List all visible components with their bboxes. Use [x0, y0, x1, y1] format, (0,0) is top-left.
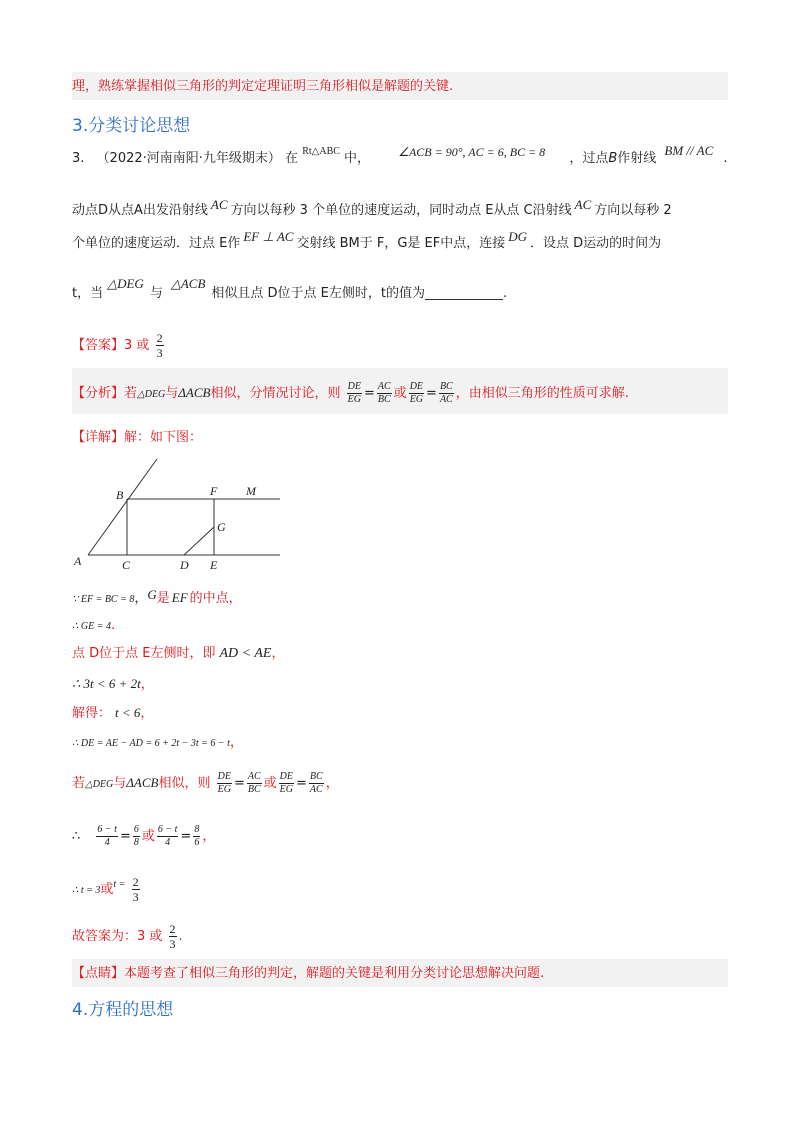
- frac-num: AC: [247, 771, 261, 782]
- detail-text: 解：如下图：: [124, 430, 203, 445]
- frac-num: BC: [309, 771, 323, 782]
- problem-source: （2022·河南南阳·九年级期末）: [96, 151, 281, 166]
- step-1: [72, 588, 242, 610]
- frac-num: DE: [347, 381, 361, 392]
- ray-math: BM // AC: [664, 143, 714, 158]
- geometry-figure: [72, 457, 282, 572]
- step-9-or: 或: [100, 882, 114, 897]
- analysis-or: 或: [393, 386, 407, 401]
- step-7-deg: △DEG: [85, 779, 114, 790]
- frac-den: AC: [309, 784, 323, 795]
- analysis-line: [72, 382, 629, 405]
- step-9-math: ∴ t = 3: [72, 885, 101, 896]
- answer-line: [72, 332, 166, 359]
- step-8-end: ，: [202, 829, 216, 844]
- step-7-frac-2: [247, 772, 262, 795]
- problem-line-1: [72, 143, 728, 170]
- label-c: C: [122, 558, 131, 572]
- step-7-frac-1: [217, 772, 232, 795]
- after-condition: ，过点: [569, 151, 609, 166]
- frac-num: AC: [377, 381, 391, 392]
- answer-blank: ____________: [425, 286, 503, 301]
- step-1-g: G: [147, 587, 157, 602]
- problem-line-4c: 相似且点 D位于点 E左侧时，t的值为: [211, 286, 425, 301]
- equals: =: [180, 829, 192, 844]
- analysis-acb: ΔACB: [178, 385, 211, 400]
- analysis-frac-1: [347, 382, 362, 405]
- equals: =: [119, 829, 131, 844]
- label-g: G: [217, 520, 226, 534]
- step-10-text: 故答案为：3 或: [72, 929, 163, 944]
- comment-text: 本题考查了相似三角形的判定，解题的关键是利用分类讨论思想解决问题.: [124, 966, 545, 981]
- step-5-text: 解得：: [72, 706, 112, 721]
- frac-num: 2: [169, 922, 176, 936]
- line-dg: [184, 527, 214, 555]
- step-9: [72, 876, 142, 903]
- label-m: M: [246, 484, 256, 498]
- step-1-sep: ，: [134, 591, 148, 606]
- analysis-t4: ，由相似三角形的性质可求解.: [455, 386, 629, 401]
- step-7-acb: ΔACB: [126, 775, 159, 790]
- equals: =: [363, 386, 375, 401]
- section-3-heading: 3.分类讨论思想: [72, 116, 191, 136]
- step-1-ef: EF: [171, 590, 188, 605]
- frac-den: EG: [409, 394, 424, 405]
- frac-den: BC: [377, 394, 391, 405]
- frac-den: AC: [439, 394, 453, 405]
- analysis-t2: 与: [165, 386, 179, 401]
- step-5: [72, 703, 153, 724]
- frac-num: 8: [194, 824, 200, 835]
- step-5-math: t < 6: [115, 705, 141, 720]
- point-b: B: [608, 151, 618, 166]
- frac-num: DE: [409, 381, 424, 392]
- label-b: B: [116, 488, 124, 502]
- step-8-frac-4: [193, 825, 200, 848]
- step-2-math: ∴ GE = 4: [72, 621, 111, 632]
- step-8-frac-3: [157, 825, 179, 848]
- dg-math: DG: [508, 229, 528, 244]
- frac-den: EG: [347, 394, 361, 405]
- step-3-math: AD < AE: [219, 646, 272, 661]
- comment-label: 【点睛】: [72, 966, 125, 981]
- frac-num: DE: [279, 771, 294, 782]
- line-ab-ray: [88, 459, 157, 555]
- step-3-end: ，: [271, 646, 285, 661]
- step-9-fraction: [132, 876, 140, 903]
- step-1-math: ∵ EF = BC = 8: [72, 594, 135, 605]
- step-8-or: 或: [141, 829, 155, 844]
- analysis-frac-3: [409, 382, 424, 405]
- step-8-frac-2: [133, 825, 140, 848]
- frac-den: 3: [132, 890, 139, 904]
- step-1-end: 的中点，: [189, 591, 242, 606]
- step-7-or: 或: [263, 776, 277, 791]
- detail-line: [72, 428, 202, 448]
- ef-perp-math: EF ⊥ AC: [243, 229, 294, 244]
- step-6-end: ，: [229, 735, 243, 750]
- problem-number: 3.: [72, 151, 85, 166]
- middle-text: 中，: [344, 151, 371, 166]
- problem-line-4b: 与: [149, 286, 163, 301]
- frac-num: 6 − t: [157, 824, 178, 835]
- rt-triangle: Rt△ABC: [302, 146, 340, 157]
- step-10-end: .: [178, 929, 183, 944]
- step-6-math: ∴ DE = AE − AD = 6 + 2t − 3t = 6 − t: [72, 738, 230, 749]
- step-7-frac-3: [279, 772, 294, 795]
- previous-note-text: 理，熟练掌握相似三角形的判定定理证明三角形相似是解题的关键.: [72, 79, 454, 94]
- step-6: [72, 733, 243, 754]
- problem-line-2a: 动点D从点A出发沿射线: [72, 203, 208, 218]
- problem-end-dot: .: [723, 151, 728, 166]
- label-f: F: [210, 484, 218, 498]
- problem-line-3b: 交射线 BM于 F，G是 EF中点，连接: [296, 236, 506, 251]
- equals: =: [233, 776, 245, 791]
- step-9-t: t =: [113, 879, 126, 890]
- label-e: E: [210, 558, 218, 572]
- ac-math-1: AC: [210, 197, 228, 212]
- analysis-frac-2: [377, 382, 392, 405]
- step-7-t1: 若: [72, 776, 86, 791]
- step-2-end: .: [110, 618, 116, 633]
- step-4-end: ，: [140, 677, 154, 692]
- problem-line-2c: 方向以每秒 2: [594, 203, 672, 218]
- frac-den: EG: [217, 784, 231, 795]
- problem-line-4a: t，当: [72, 286, 104, 301]
- step-7-t2: 与: [113, 776, 127, 791]
- step-3: [72, 644, 284, 664]
- problem-line-2: [72, 197, 672, 221]
- step-1-text: 是: [156, 591, 170, 606]
- problem-line-3c: ．设点 D运动的时间为: [530, 236, 662, 251]
- ac-math-2: AC: [574, 197, 592, 212]
- step-10: [72, 923, 183, 950]
- frac-den: 4: [165, 837, 171, 848]
- frac-den: EG: [279, 784, 294, 795]
- label-a: A: [74, 554, 82, 568]
- analysis-deg: △DEG: [137, 389, 166, 400]
- analysis-t1: 若: [124, 386, 138, 401]
- step-5-end: ，: [140, 706, 154, 721]
- frac-den: BC: [247, 784, 261, 795]
- answer-frac-den: 3: [156, 346, 163, 360]
- frac-den: 6: [194, 837, 200, 848]
- step-7-end: ，: [325, 776, 339, 791]
- frac-den: 4: [104, 837, 110, 848]
- answer-text: 3 或: [124, 338, 150, 353]
- problem-line-2b: 方向以每秒 3 个单位的速度运动，同时动点 E从点 C沿射线: [230, 203, 572, 218]
- triangle-deg: △DEG: [107, 276, 144, 291]
- problem-line-3a: 个单位的速度运动．过点 E作: [72, 236, 241, 251]
- step-4-math: ∴ 3t < 6 + 2t: [72, 676, 141, 691]
- frac-num: 6: [133, 824, 139, 835]
- step-7: [72, 772, 339, 795]
- step-8: [72, 825, 215, 848]
- answer-label: 【答案】: [72, 338, 125, 353]
- analysis-frac-4: [439, 382, 454, 405]
- equals: =: [296, 776, 307, 791]
- frac-num: DE: [217, 771, 231, 782]
- frac-den: 8: [133, 837, 139, 848]
- detail-label: 【详解】: [72, 430, 125, 445]
- frac-num: 6 − t: [97, 824, 117, 835]
- ray-text: 作射线: [617, 151, 657, 166]
- frac-den: 3: [169, 937, 176, 951]
- label-d: D: [180, 558, 189, 572]
- problem-line-4: [72, 276, 508, 304]
- in-word: 在: [285, 151, 299, 166]
- equals: =: [426, 386, 437, 401]
- triangle-acb: △ACB: [170, 276, 206, 291]
- step-3-text: 点 D位于点 E左侧时，即: [72, 646, 216, 661]
- problem-line-3: [72, 229, 662, 254]
- comment-line: [72, 964, 544, 984]
- step-2: [72, 616, 115, 637]
- step-4: [72, 674, 154, 695]
- answer-frac-num: 2: [156, 331, 163, 345]
- condition-math: ∠ACB = 90°, AC = 6, BC = 8: [398, 145, 546, 159]
- analysis-t3: 相似，分情况讨论，则: [210, 386, 341, 401]
- answer-fraction: [156, 332, 164, 359]
- frac-num: 2: [132, 875, 139, 889]
- section-4-heading: 4.方程的思想: [72, 1000, 174, 1020]
- analysis-label: 【分析】: [72, 386, 125, 401]
- frac-num: BC: [439, 381, 453, 392]
- step-8-pre: ∴: [72, 829, 81, 844]
- step-7-frac-4: [309, 772, 324, 795]
- problem-line-4d: .: [503, 286, 508, 301]
- step-10-fraction: [169, 923, 177, 950]
- step-8-frac-1: [96, 825, 118, 848]
- step-7-t3: 相似，则: [158, 776, 211, 791]
